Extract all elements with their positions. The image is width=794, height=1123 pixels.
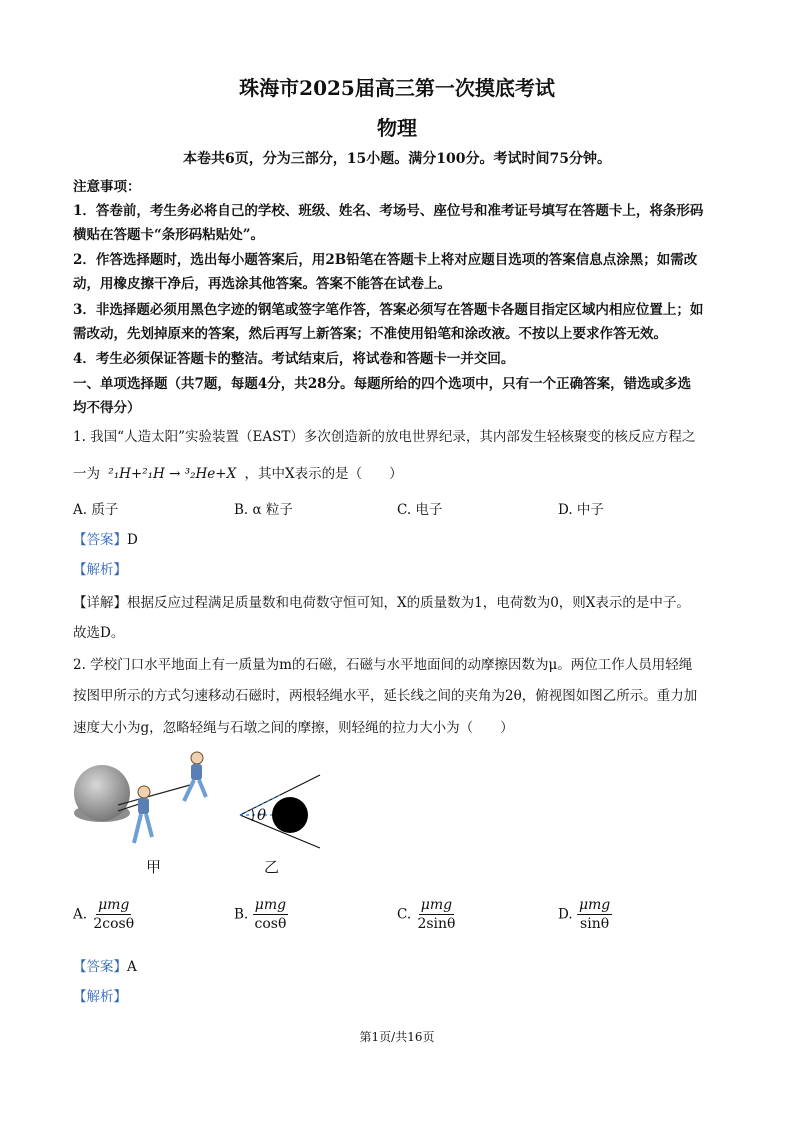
detail-tag: 【详解】 (73, 595, 127, 611)
q1-equation: ²₁H+²₁H → ³₂He+X (108, 466, 237, 482)
fraction: $\frac{\text{μmg}}{\sin\theta}$ (578, 897, 611, 932)
q2-answer (73, 955, 137, 975)
subject-title: 物理 (377, 116, 417, 140)
q1-stem-cont (73, 462, 403, 482)
q1-option-b: B. α 粒子 (234, 502, 293, 518)
fraction: $\frac{\text{μmg}}{2\cos\theta}$ (93, 897, 135, 932)
note-line: 2．作答选择题时，选出每小题答案后，用2B铅笔在答题卡上将对应题目选项的答案信息点涂黑；如需改 (73, 252, 698, 268)
worker-2 (184, 752, 206, 801)
q1-option-c: C. 电子 (397, 502, 443, 518)
figure-yi-diagram (230, 770, 330, 850)
note-line: 3．非选择题必须用黑色字迹的钢笔或签字笔作答，答案必须写在答题卡各题目指定区域内相应位置上；如 (73, 302, 704, 318)
section-heading: 一、单项选择题（共7题，每题4分，共28分。每题所给的四个选项中，只有一个正确答案，错选或多选 (73, 376, 692, 392)
q1-suffix: ，其中X表示的是（ ） (244, 466, 403, 482)
figure-yi-label: 乙 (264, 858, 280, 876)
fraction: $\frac{\text{μmg}}{2\sin\theta}$ (417, 897, 456, 932)
answer-value: A (127, 959, 137, 975)
figure-jia-illustration (70, 745, 220, 855)
q1-option-a: A. 质子 (73, 502, 119, 518)
q1-option-d: D. 中子 (558, 502, 604, 518)
note-line: 动，用橡皮擦干净后，再选涂其他答案。答案不能答在试卷上。 (73, 276, 451, 292)
stone-ball (74, 765, 130, 821)
section-heading-cont: 均不得分） (73, 400, 141, 416)
notes-heading: 注意事项： (73, 179, 141, 195)
q2-option-c: C. $\frac{\text{μmg}}{2\sin\theta}$ (397, 897, 456, 932)
note-line: 1．答卷前，考生务必将自己的学校、班级、姓名、考场号、座位号和准考证号填写在答题卡上，将条形码 (73, 203, 704, 219)
stone-top-view (272, 797, 308, 833)
theta-label: θ (257, 806, 267, 824)
q2-stem-cont: 按图甲所示的方式匀速移动石磁时，两根轻绳水平，延长线之间的夹角为2θ，俯视图如图乙所示。重力加 (73, 688, 698, 704)
q1-analysis-tag: 【解析】 (73, 562, 127, 578)
answer-value: D (127, 532, 138, 548)
q2-stem: 2. 学校门口水平地面上有一质量为m的石磁，石磁与水平地面间的动摩擦因数为μ。两位工作人员用轻绳 (73, 657, 693, 673)
fraction: $\frac{\text{μmg}}{\cos\theta}$ (254, 897, 287, 932)
page-footer: 第1页/共16页 (359, 1030, 435, 1044)
q2-option-d: D. $\frac{\text{μmg}}{\sin\theta}$ (558, 897, 611, 932)
q2-option-a: A. $\frac{\text{μmg}}{2\cos\theta}$ (73, 897, 135, 932)
detail-text: 根据反应过程满足质量数和电荷数守恒可知，X的质量数为1，电荷数为0，则X表示的是中子。 (127, 595, 690, 611)
exam-summary: 本卷共6页，分为三部分，15小题。满分100分。考试时间75分钟。 (183, 151, 611, 167)
note-line: 需改动，先划掉原来的答案，然后再写上新答案；不准使用铅笔和涂改液。不按以上要求作答无效。 (73, 326, 667, 342)
page-title: 珠海市2025届高三第一次摸底考试 (239, 76, 555, 100)
note-line: 4．考生必须保证答题卡的整洁。考试结束后，将试卷和答题卡一并交回。 (73, 351, 515, 367)
q1-answer (73, 528, 138, 548)
worker-1 (134, 786, 152, 843)
answer-tag: 【答案】 (73, 532, 127, 548)
note-line: 横贴在答题卡“条形码粘贴处”。 (73, 227, 265, 243)
answer-tag: 【答案】 (73, 959, 127, 975)
figure-jia-label: 甲 (146, 858, 162, 876)
q1-stem: 1. 我国“人造太阳”实验装置（EAST）多次创造新的放电世界纪录，其内部发生轻核聚变的核反应方程之 (73, 429, 696, 445)
q2-stem-cont2: 速度大小为g，忽略轻绳与石墩之间的摩擦，则轻绳的拉力大小为（ ） (73, 720, 514, 736)
q1-prefix: 一为 (73, 466, 100, 482)
q2-analysis-tag: 【解析】 (73, 989, 127, 1005)
q1-conclusion: 故选D。 (73, 625, 125, 641)
q2-option-b: B. $\frac{\text{μmg}}{\cos\theta}$ (234, 897, 287, 932)
q1-detail (73, 591, 690, 611)
